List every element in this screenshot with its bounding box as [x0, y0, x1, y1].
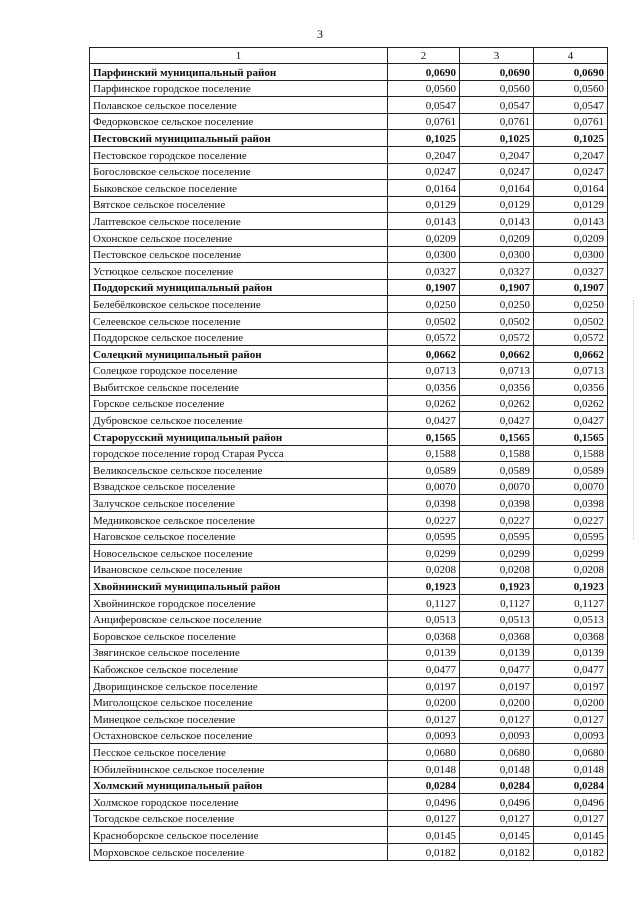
row-name-cell: Устюцкое сельское поселение [90, 263, 388, 280]
row-value-col2: 0,0127 [388, 711, 460, 728]
district-row [90, 429, 608, 446]
row-value-col2: 0,0145 [388, 827, 460, 844]
row-value-col3: 0,0327 [460, 263, 534, 280]
row-value-col4: 0,0139 [534, 644, 608, 661]
row-value-col3: 0,2047 [460, 146, 534, 163]
row-value-col4: 0,0145 [534, 827, 608, 844]
settlement-row [90, 213, 608, 230]
row-value-col3: 0,0227 [460, 512, 534, 529]
row-value-col4: 0,2047 [534, 146, 608, 163]
row-value-col2: 0,0200 [388, 694, 460, 711]
row-name-cell: Поддорский муниципальный район [90, 279, 388, 296]
row-value-col3: 0,0209 [460, 229, 534, 246]
row-name-cell: городское поселение город Старая Русса [90, 445, 388, 462]
row-value-col2: 0,0761 [388, 113, 460, 130]
row-name-cell: Лаптевское сельское поселение [90, 213, 388, 230]
coefficients-table [89, 47, 608, 861]
row-value-col4: 0,0690 [534, 64, 608, 81]
settlement-row [90, 196, 608, 213]
row-value-col4: 0,0327 [534, 263, 608, 280]
row-value-col4: 0,0182 [534, 843, 608, 860]
row-value-col3: 0,0164 [460, 180, 534, 197]
row-value-col4: 0,0502 [534, 312, 608, 329]
settlement-row [90, 296, 608, 313]
row-value-col2: 0,0560 [388, 80, 460, 97]
row-value-col3: 0,1588 [460, 445, 534, 462]
row-name-cell: Наговское сельское поселение [90, 528, 388, 545]
row-name-cell: Богословское сельское поселение [90, 163, 388, 180]
settlement-row [90, 246, 608, 263]
row-value-col2: 0,0227 [388, 512, 460, 529]
table-body [90, 64, 608, 861]
row-value-col2: 0,0477 [388, 661, 460, 678]
row-value-col2: 0,0300 [388, 246, 460, 263]
row-value-col4: 0,0572 [534, 329, 608, 346]
settlement-row [90, 727, 608, 744]
row-value-col2: 0,0148 [388, 760, 460, 777]
row-value-col3: 0,0398 [460, 495, 534, 512]
row-name-cell: Остахновское сельское поселение [90, 727, 388, 744]
settlement-row [90, 163, 608, 180]
settlement-row [90, 379, 608, 396]
row-value-col4: 0,0250 [534, 296, 608, 313]
row-value-col2: 0,0127 [388, 810, 460, 827]
row-value-col3: 0,0513 [460, 611, 534, 628]
row-value-col2: 0,1923 [388, 578, 460, 595]
row-value-col4: 0,1907 [534, 279, 608, 296]
row-name-cell: Морховское сельское поселение [90, 843, 388, 860]
row-value-col3: 0,0200 [460, 694, 534, 711]
row-value-col4: 0,0356 [534, 379, 608, 396]
row-value-col3: 0,0148 [460, 760, 534, 777]
row-value-col2: 0,0299 [388, 545, 460, 562]
row-value-col2: 0,1907 [388, 279, 460, 296]
row-name-cell: Песское сельское поселение [90, 744, 388, 761]
row-value-col2: 0,0690 [388, 64, 460, 81]
row-name-cell: Дубровское сельское поселение [90, 412, 388, 429]
row-value-col4: 0,0662 [534, 346, 608, 363]
row-name-cell: Анциферовское сельское поселение [90, 611, 388, 628]
row-value-col3: 0,0589 [460, 462, 534, 479]
row-value-col2: 0,0502 [388, 312, 460, 329]
row-value-col4: 0,0127 [534, 711, 608, 728]
row-value-col3: 0,0547 [460, 97, 534, 114]
row-value-col4: 0,1025 [534, 130, 608, 147]
row-value-col2: 0,1565 [388, 429, 460, 446]
row-value-col2: 0,0572 [388, 329, 460, 346]
row-name-cell: Солецкое городское поселение [90, 362, 388, 379]
row-value-col4: 0,0300 [534, 246, 608, 263]
row-name-cell: Красноборское сельское поселение [90, 827, 388, 844]
row-value-col3: 0,0127 [460, 711, 534, 728]
row-value-col2: 0,1025 [388, 130, 460, 147]
row-name-cell: Старорусский муниципальный район [90, 429, 388, 446]
row-value-col3: 0,0284 [460, 777, 534, 794]
row-value-col4: 0,0713 [534, 362, 608, 379]
row-value-col2: 0,0208 [388, 561, 460, 578]
row-name-cell: Охонское сельское поселение [90, 229, 388, 246]
row-value-col3: 0,0262 [460, 395, 534, 412]
district-row [90, 279, 608, 296]
row-value-col3: 0,0713 [460, 362, 534, 379]
row-value-col4: 0,0427 [534, 412, 608, 429]
row-value-col4: 0,0513 [534, 611, 608, 628]
row-value-col3: 0,0356 [460, 379, 534, 396]
row-name-cell: Быковское сельское поселение [90, 180, 388, 197]
row-value-col3: 0,0129 [460, 196, 534, 213]
district-row [90, 777, 608, 794]
row-value-col4: 0,0143 [534, 213, 608, 230]
row-value-col2: 0,0250 [388, 296, 460, 313]
row-value-col4: 0,1565 [534, 429, 608, 446]
row-value-col4: 0,0129 [534, 196, 608, 213]
row-value-col3: 0,0127 [460, 810, 534, 827]
row-value-col2: 0,0368 [388, 628, 460, 645]
settlement-row [90, 677, 608, 694]
row-value-col2: 0,0662 [388, 346, 460, 363]
row-value-col2: 0,0284 [388, 777, 460, 794]
row-value-col2: 0,0589 [388, 462, 460, 479]
row-name-cell: Парфинское городское поселение [90, 80, 388, 97]
table-header-row [90, 48, 608, 64]
settlement-row [90, 595, 608, 612]
row-name-cell: Залучское сельское поселение [90, 495, 388, 512]
row-value-col4: 0,0093 [534, 727, 608, 744]
row-value-col4: 0,0247 [534, 163, 608, 180]
district-row [90, 578, 608, 595]
row-value-col3: 0,0572 [460, 329, 534, 346]
row-value-col4: 0,0209 [534, 229, 608, 246]
row-value-col4: 0,0070 [534, 478, 608, 495]
row-value-col4: 0,0680 [534, 744, 608, 761]
row-value-col2: 0,0070 [388, 478, 460, 495]
row-value-col3: 0,1907 [460, 279, 534, 296]
row-name-cell: Пестовское городское поселение [90, 146, 388, 163]
row-value-col3: 0,1565 [460, 429, 534, 446]
row-name-cell: Пестовский муниципальный район [90, 130, 388, 147]
row-name-cell: Полавское сельское поселение [90, 97, 388, 114]
row-value-col2: 0,0182 [388, 843, 460, 860]
settlement-row [90, 744, 608, 761]
settlement-row [90, 694, 608, 711]
row-value-col3: 0,1127 [460, 595, 534, 612]
settlement-row [90, 263, 608, 280]
settlement-row [90, 628, 608, 645]
settlement-row [90, 445, 608, 462]
row-value-col3: 0,0145 [460, 827, 534, 844]
row-name-cell: Звягинское сельское поселение [90, 644, 388, 661]
settlement-row [90, 229, 608, 246]
row-value-col2: 0,0496 [388, 794, 460, 811]
row-value-col4: 0,0547 [534, 97, 608, 114]
row-value-col2: 0,0209 [388, 229, 460, 246]
scan-edge-marks [627, 300, 634, 540]
settlement-row [90, 644, 608, 661]
row-value-col2: 0,0547 [388, 97, 460, 114]
row-value-col4: 0,0477 [534, 661, 608, 678]
column-header-3: 3 [460, 48, 534, 64]
row-value-col3: 0,0496 [460, 794, 534, 811]
row-name-cell: Медниковское сельское поселение [90, 512, 388, 529]
row-value-col4: 0,0589 [534, 462, 608, 479]
row-value-col3: 0,0427 [460, 412, 534, 429]
row-name-cell: Хвойнинское городское поселение [90, 595, 388, 612]
settlement-row [90, 545, 608, 562]
row-value-col3: 0,0680 [460, 744, 534, 761]
row-name-cell: Новосельское сельское поселение [90, 545, 388, 562]
row-name-cell: Хвойнинский муниципальный район [90, 578, 388, 595]
row-value-col3: 0,0477 [460, 661, 534, 678]
row-value-col3: 0,0093 [460, 727, 534, 744]
row-value-col2: 0,0327 [388, 263, 460, 280]
row-value-col2: 0,0197 [388, 677, 460, 694]
settlement-row [90, 561, 608, 578]
row-value-col3: 0,0070 [460, 478, 534, 495]
row-name-cell: Великосельское сельское поселение [90, 462, 388, 479]
settlement-row [90, 512, 608, 529]
settlement-row [90, 528, 608, 545]
row-name-cell: Юбилейнинское сельское поселение [90, 760, 388, 777]
row-value-col3: 0,0300 [460, 246, 534, 263]
row-name-cell: Взвадское сельское поселение [90, 478, 388, 495]
row-value-col4: 0,0164 [534, 180, 608, 197]
row-value-col2: 0,2047 [388, 146, 460, 163]
row-name-cell: Белебёлковское сельское поселение [90, 296, 388, 313]
settlement-row [90, 827, 608, 844]
settlement-row [90, 661, 608, 678]
row-value-col3: 0,0197 [460, 677, 534, 694]
row-name-cell: Кабожское сельское поселение [90, 661, 388, 678]
row-value-col2: 0,1588 [388, 445, 460, 462]
settlement-row [90, 495, 608, 512]
row-name-cell: Холмский муниципальный район [90, 777, 388, 794]
row-value-col3: 0,1025 [460, 130, 534, 147]
row-value-col3: 0,0595 [460, 528, 534, 545]
row-value-col2: 0,1127 [388, 595, 460, 612]
row-value-col2: 0,0164 [388, 180, 460, 197]
row-name-cell: Холмское городское поселение [90, 794, 388, 811]
row-value-col3: 0,0690 [460, 64, 534, 81]
settlement-row [90, 810, 608, 827]
district-row [90, 130, 608, 147]
row-value-col2: 0,0680 [388, 744, 460, 761]
row-value-col3: 0,0502 [460, 312, 534, 329]
settlement-row [90, 329, 608, 346]
row-value-col4: 0,0496 [534, 794, 608, 811]
column-header-2: 2 [388, 48, 460, 64]
settlement-row [90, 760, 608, 777]
row-value-col4: 0,0299 [534, 545, 608, 562]
settlement-row [90, 478, 608, 495]
settlement-row [90, 794, 608, 811]
settlement-row [90, 180, 608, 197]
row-value-col4: 0,0208 [534, 561, 608, 578]
settlement-row [90, 462, 608, 479]
row-value-col4: 0,0262 [534, 395, 608, 412]
district-row [90, 346, 608, 363]
row-value-col4: 0,0227 [534, 512, 608, 529]
row-value-col4: 0,0148 [534, 760, 608, 777]
row-value-col4: 0,1127 [534, 595, 608, 612]
row-value-col3: 0,0139 [460, 644, 534, 661]
row-name-cell: Боровское сельское поселение [90, 628, 388, 645]
row-name-cell: Пестовское сельское поселение [90, 246, 388, 263]
row-value-col3: 0,0250 [460, 296, 534, 313]
settlement-row [90, 843, 608, 860]
row-name-cell: Дворищинское сельское поселение [90, 677, 388, 694]
settlement-row [90, 80, 608, 97]
row-name-cell: Ивановское сельское поселение [90, 561, 388, 578]
column-header-1: 1 [90, 48, 388, 64]
settlement-row [90, 362, 608, 379]
row-value-col4: 0,0595 [534, 528, 608, 545]
row-value-col2: 0,0427 [388, 412, 460, 429]
row-name-cell: Селеевское сельское поселение [90, 312, 388, 329]
row-value-col3: 0,0143 [460, 213, 534, 230]
row-value-col3: 0,0208 [460, 561, 534, 578]
row-value-col4: 0,0197 [534, 677, 608, 694]
row-name-cell: Горское сельское поселение [90, 395, 388, 412]
row-name-cell: Федорковское сельское поселение [90, 113, 388, 130]
settlement-row [90, 711, 608, 728]
row-value-col3: 0,0761 [460, 113, 534, 130]
row-name-cell: Парфинский муниципальный район [90, 64, 388, 81]
row-value-col2: 0,0139 [388, 644, 460, 661]
settlement-row [90, 312, 608, 329]
row-value-col4: 0,0200 [534, 694, 608, 711]
row-value-col2: 0,0356 [388, 379, 460, 396]
row-value-col4: 0,0284 [534, 777, 608, 794]
row-name-cell: Тогодское сельское поселение [90, 810, 388, 827]
row-value-col4: 0,0560 [534, 80, 608, 97]
row-value-col2: 0,0143 [388, 213, 460, 230]
row-name-cell: Выбитское сельское поселение [90, 379, 388, 396]
row-value-col2: 0,0398 [388, 495, 460, 512]
row-value-col4: 0,1588 [534, 445, 608, 462]
row-value-col3: 0,0662 [460, 346, 534, 363]
row-name-cell: Минецкое сельское поселение [90, 711, 388, 728]
row-name-cell: Поддорское сельское поселение [90, 329, 388, 346]
row-value-col2: 0,0713 [388, 362, 460, 379]
row-value-col4: 0,0127 [534, 810, 608, 827]
row-value-col3: 0,0247 [460, 163, 534, 180]
row-value-col2: 0,0093 [388, 727, 460, 744]
row-value-col2: 0,0262 [388, 395, 460, 412]
row-name-cell: Вятское сельское поселение [90, 196, 388, 213]
row-value-col3: 0,0368 [460, 628, 534, 645]
page-number: 3 [317, 27, 323, 41]
row-value-col2: 0,0595 [388, 528, 460, 545]
row-name-cell: Миголощское сельское поселение [90, 694, 388, 711]
row-value-col2: 0,0247 [388, 163, 460, 180]
column-header-4: 4 [534, 48, 608, 64]
settlement-row [90, 97, 608, 114]
district-row [90, 64, 608, 81]
row-value-col4: 0,0368 [534, 628, 608, 645]
row-value-col2: 0,0129 [388, 196, 460, 213]
row-value-col3: 0,1923 [460, 578, 534, 595]
settlement-row [90, 146, 608, 163]
settlement-row [90, 412, 608, 429]
row-value-col4: 0,1923 [534, 578, 608, 595]
row-value-col4: 0,0761 [534, 113, 608, 130]
settlement-row [90, 611, 608, 628]
settlement-row [90, 395, 608, 412]
row-value-col2: 0,0513 [388, 611, 460, 628]
settlement-row [90, 113, 608, 130]
row-value-col3: 0,0182 [460, 843, 534, 860]
row-value-col3: 0,0560 [460, 80, 534, 97]
row-value-col4: 0,0398 [534, 495, 608, 512]
row-name-cell: Солецкий муниципальный район [90, 346, 388, 363]
row-value-col3: 0,0299 [460, 545, 534, 562]
